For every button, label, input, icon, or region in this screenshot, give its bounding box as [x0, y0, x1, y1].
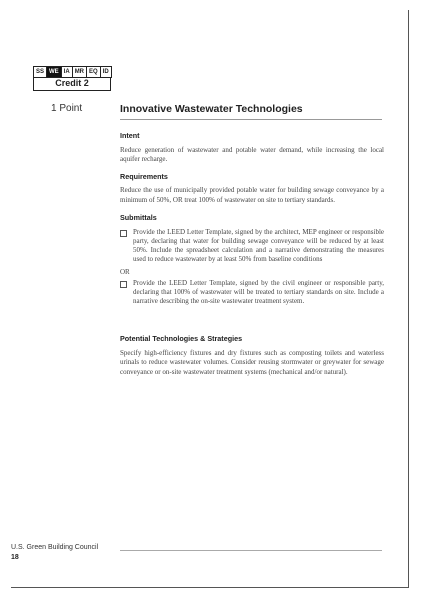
- footer-divider: [120, 550, 382, 551]
- intent-text: Reduce generation of wastewater and potable water demand, while increasing the local aquifer recharge.: [120, 146, 384, 164]
- submittal-text: Provide the LEED Letter Template, signed by the architect, MEP engineer or responsible party, declaring that water for building sewage conveyance will be reduced by at least 50%. Include the spreadsheet calculation and a narrative demonstrating the measures used to reduce wastewater by at least 50% from baseline conditions: [133, 227, 384, 264]
- strategies-heading: Potential Technologies & Strategies: [120, 334, 243, 344]
- footer-organization: U.S. Green Building Council: [11, 544, 99, 551]
- points-label: 1 Point: [51, 103, 83, 114]
- requirements-text: Reduce the use of municipally provided potable water for building sewage conveyance by a minimum of 50%, OR treat 100% of wastewater on site to tertiary standards.: [120, 186, 384, 204]
- submittals-heading: Submittals: [120, 212, 157, 222]
- category-tab-id: ID: [102, 69, 109, 75]
- submittal-text: Provide the LEED Letter Template, signed by the civil engineer or responsible party, declaring that 100% of wastewater will be treated to tertiary standards on site. Include a narrative describing the on-site wastewater treatment system.: [133, 278, 384, 306]
- submittal-item: [120, 228, 384, 265]
- credit-title: Innovative Wastewater Technologies: [120, 103, 303, 115]
- credit-label: Credit 2: [33, 77, 111, 91]
- category-tab-ss: SS: [34, 67, 47, 77]
- category-tab-we: WE: [47, 67, 62, 77]
- submittal-item: [120, 279, 384, 307]
- category-tab-eq: EQ: [87, 67, 101, 77]
- checkbox-icon: [120, 230, 127, 237]
- credit-content: [120, 131, 384, 377]
- or-separator: OR: [120, 267, 130, 276]
- checkbox-icon: [120, 281, 127, 288]
- intent-heading: Intent: [120, 131, 140, 140]
- page-number: 18: [11, 554, 19, 561]
- category-tab-mr: MR: [73, 67, 87, 77]
- requirements-heading: Requirements: [120, 172, 168, 182]
- title-divider: [120, 119, 382, 120]
- category-tab-ia: IA: [62, 67, 73, 77]
- strategies-text: Specify high-efficiency fixtures and dry fixtures such as composting toilets and waterless urinals to reduce wastewater volumes. Consider reusing stormwater or greywater for sewage conveyance or on-site wastewater treatment systems (mechanical and/or natural).: [120, 349, 384, 376]
